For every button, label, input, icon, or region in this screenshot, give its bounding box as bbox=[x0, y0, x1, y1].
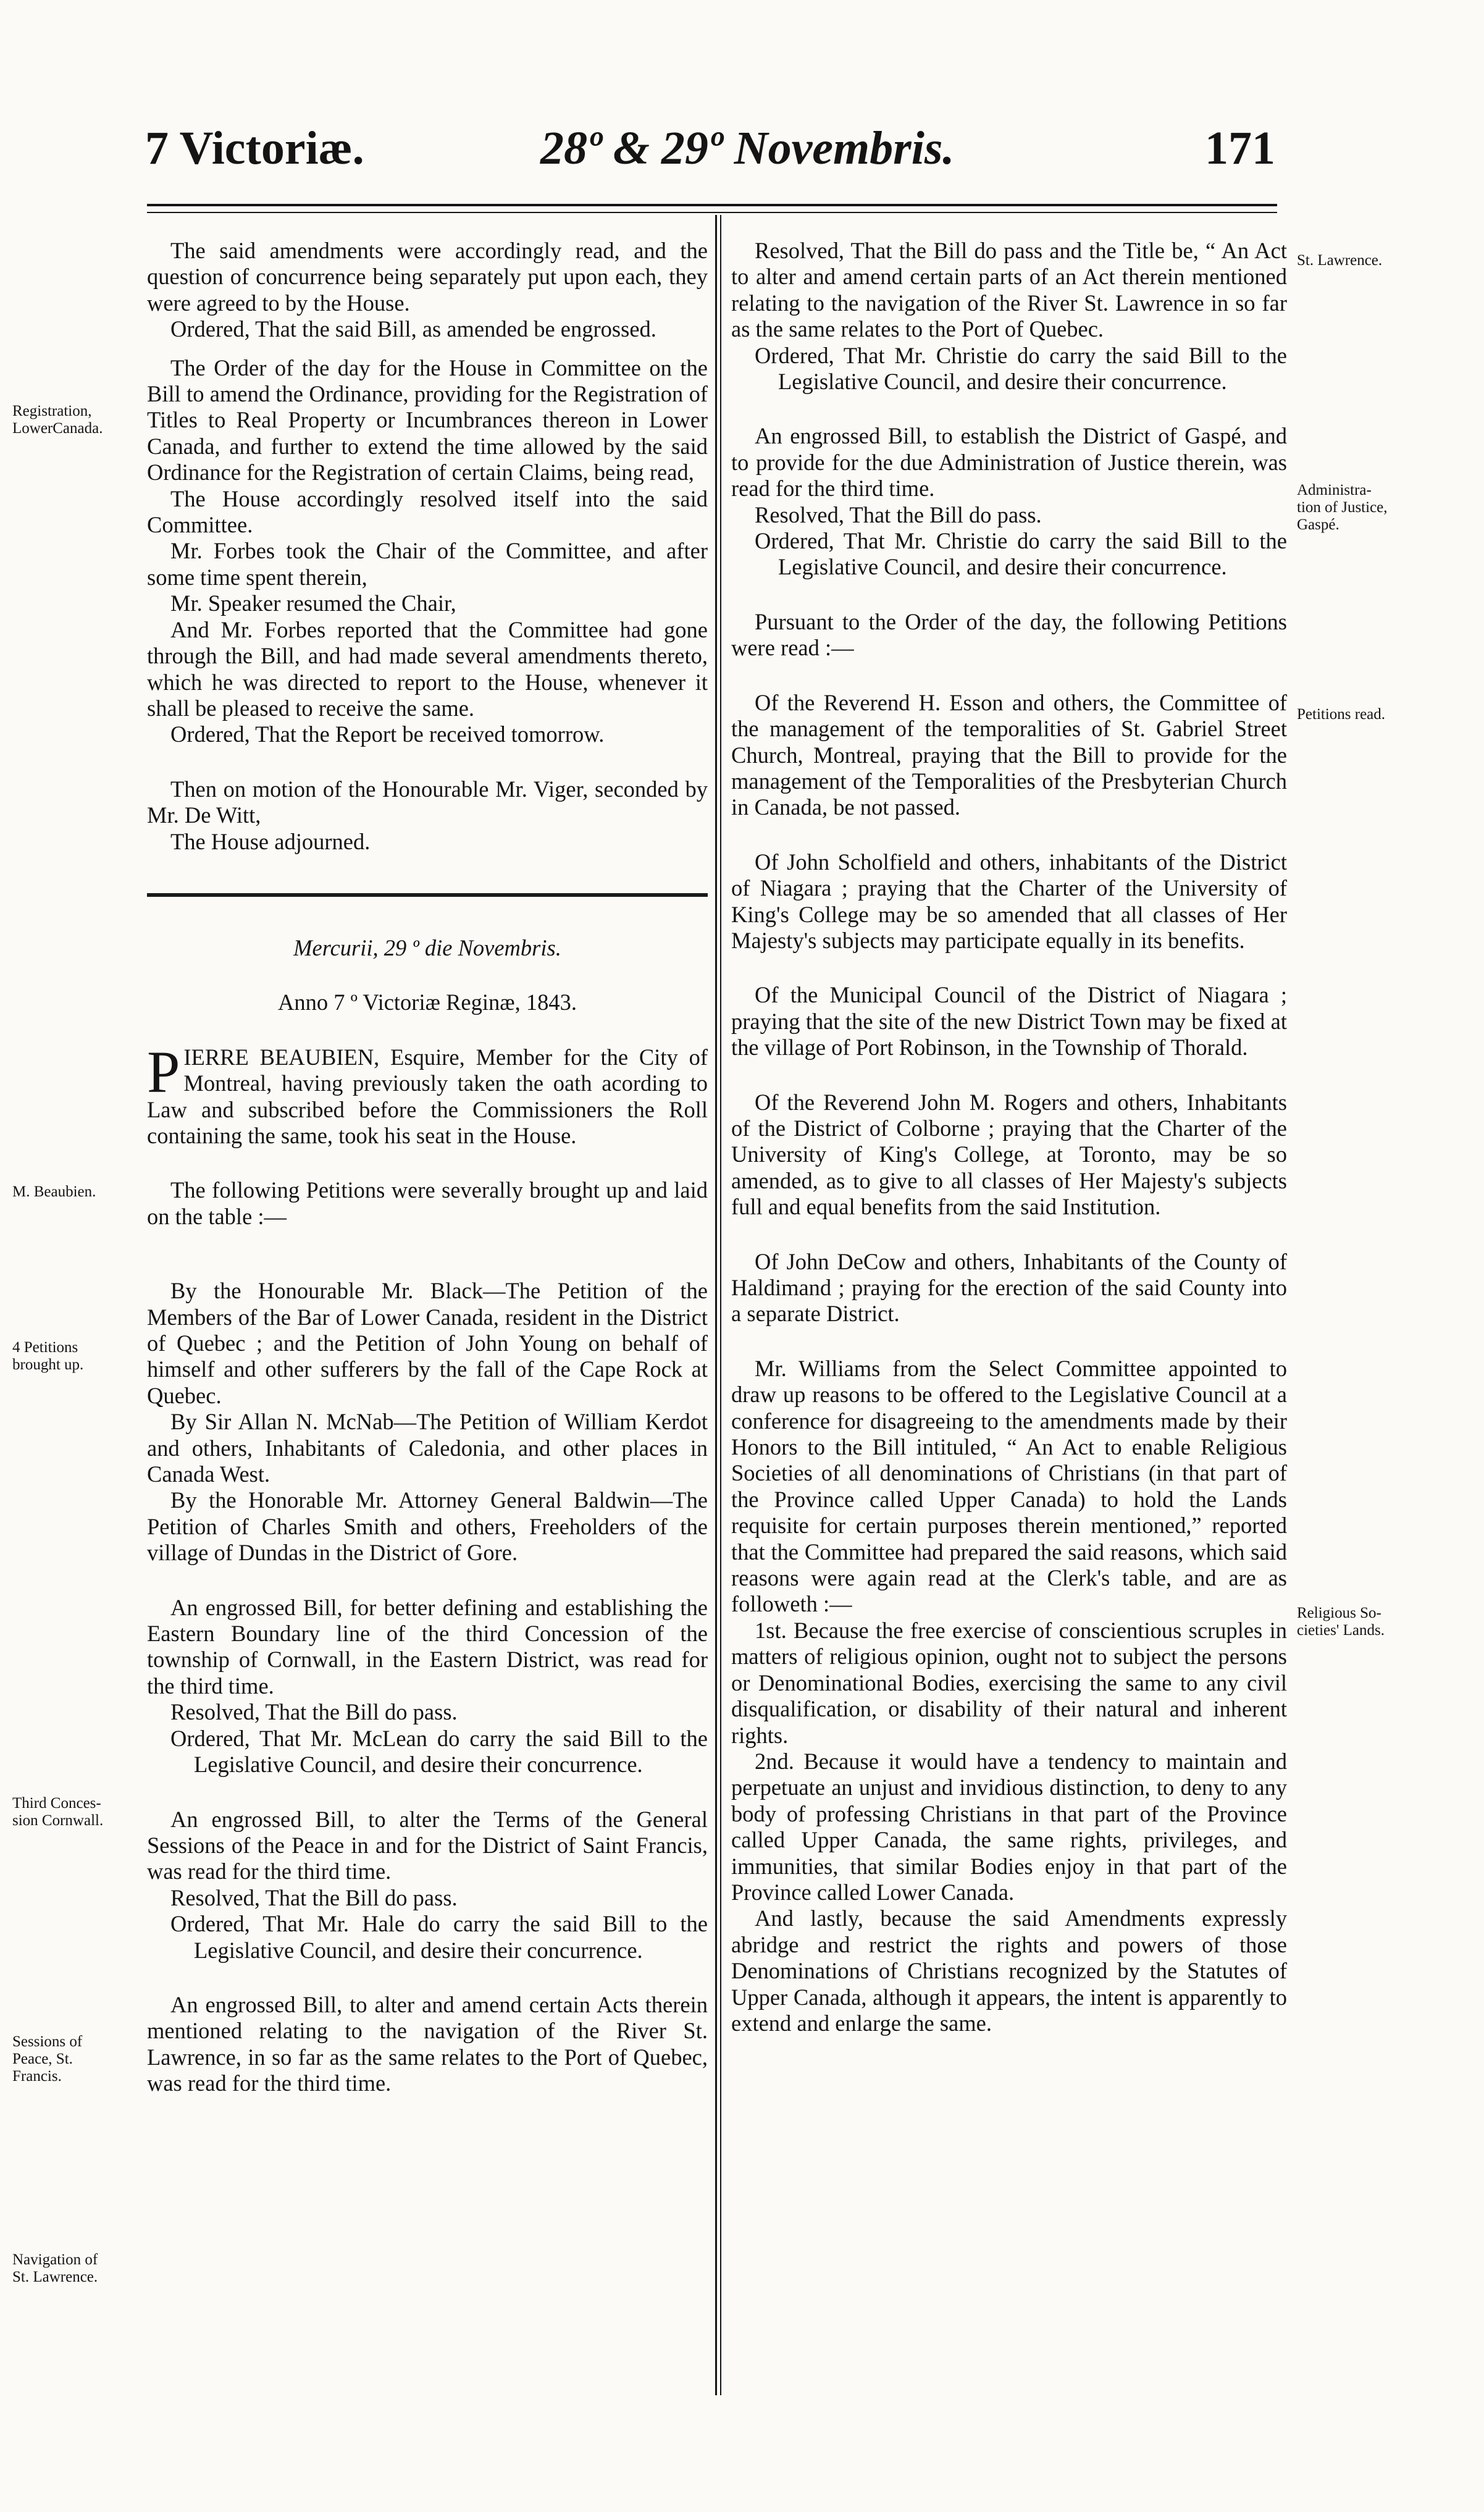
paragraph: Pursuant to the Order of the day, the following Petitions were read :— bbox=[731, 608, 1287, 661]
paragraph bbox=[147, 1038, 708, 1149]
header-date: 28º & 29º Novembris. bbox=[540, 122, 955, 174]
paragraph: The said amendments were accordingly read, and the question of concurrence being separately put upon each, they were agreed to by the House. bbox=[147, 238, 708, 316]
paragraph: The following Petitions were severally brought up and laid on the table :— bbox=[147, 1177, 708, 1229]
paragraph: Mr. Forbes took the Chair of the Committee, and after some time spent therein, bbox=[147, 538, 708, 590]
paragraph: Of the Reverend H. Esson and others, the Committee of the management of the temporalities of St. Gabriel Street Church, Montreal, praying that the Bill to provide for the management of the Temporalities of the Presbyterian Church in Canada, be not passed. bbox=[731, 689, 1287, 820]
paragraph: 2nd. Because it would have a tendency to maintain and perpetuate an unjust and invidious distinction, to deny to any body of professing Christians in that part of the Province called Upper Canada, the same rights, privileges, and immunities, that similar Bodies enjoy in that part of the Province called Lower Canada. bbox=[731, 1748, 1287, 1905]
paragraph: Of the Municipal Council of the District of Niagara ; praying that the site of the new District Town may be fixed at the village of Port Robinson, in the Township of Thorald. bbox=[731, 982, 1287, 1061]
margin-note-religious: Religious So- cieties' Lands. bbox=[1297, 1605, 1385, 1639]
paragraph: Of the Reverend John M. Rogers and others, Inhabitants of the District of Colborne ; praying that the Charter of the University of King's College, at Toronto, may be so amended, as to give to all classes of Her Majesty's subjects full and equal benefits from the said Institution. bbox=[731, 1089, 1287, 1220]
paragraph: An engrossed Bill, for better defining and establishing the Eastern Boundary line of the third Concession of the township of Cornwall, in the Eastern District, was read for the third time. bbox=[147, 1594, 708, 1699]
section-rule bbox=[147, 893, 708, 897]
margin-note-st-lawrence: St. Lawrence. bbox=[1297, 252, 1383, 269]
drop-cap: P bbox=[147, 1038, 180, 1105]
paragraph: An engrossed Bill, to alter and amend certain Acts therein mentioned relating to the navigation of the River St. Lawrence, in so far as the same relates to the Port of Quebec, was read for the third time. bbox=[147, 1991, 708, 2096]
margin-note-beaubien: M. Beaubien. bbox=[12, 1183, 96, 1200]
margin-note-sessions-peace: Sessions of Peace, St. Francis. bbox=[12, 2033, 83, 2085]
paragraph: An engrossed Bill, to establish the District of Gaspé, and to provide for the due Administration of Justice therein, was read for the third time. bbox=[731, 423, 1287, 502]
paragraph: The House adjourned. bbox=[170, 828, 371, 854]
paragraph: 1st. Because the free exercise of conscientious scruples in matters of religious opinion, ought not to subject the persons or Denominational Bodies, exercising the same to any civil disqualification, or disability of their natural and inherent rights. bbox=[731, 1617, 1287, 1748]
right-column bbox=[731, 238, 1287, 2036]
header-rule-bottom bbox=[147, 212, 1277, 213]
paragraph: Ordered, That Mr. McLean do carry the said Bill to the Legislative Council, and desire their concurrence. bbox=[170, 1725, 708, 1778]
paragraph: The Order of the day for the House in Committee on the Bill to amend the Ordinance, providing for the Registration of Titles to Real Property or Incumbrances thereon in Lower Canada, and further to extend the time allowed by the said Ordinance for the Registration of certain Claims, being read, bbox=[147, 355, 708, 485]
column-divider-left bbox=[715, 215, 717, 2395]
margin-note-registration: Registration, LowerCanada. bbox=[12, 403, 103, 437]
paragraph: The House accordingly resolved itself into the said Committee. bbox=[147, 485, 708, 538]
header-regnal-year: 7 Victoriæ. bbox=[145, 122, 364, 174]
paragraph-text: IERRE BEAUBIEN, Esquire, Member for the City of Montreal, having previously taken the oath acording to Law and subscribed before the Commissioners the Roll containing the same, took his seat in the House. bbox=[147, 1044, 708, 1148]
column-divider-right bbox=[720, 215, 721, 2395]
header-rule-top bbox=[147, 204, 1277, 206]
paragraph: Resolved, That the Bill do pass. bbox=[755, 502, 1042, 527]
paragraph: Ordered, That Mr. Christie do carry the said Bill to the Legislative Council, and desire their concurrence. bbox=[755, 342, 1287, 395]
paragraph: By Sir Allan N. McNab—The Petition of William Kerdot and others, Inhabitants of Caledonia, and other places in Canada West. bbox=[147, 1409, 708, 1487]
margin-note-third-concession: Third Conces- sion Cornwall. bbox=[12, 1795, 104, 1829]
margin-note-navigation: Navigation of St. Lawrence. bbox=[12, 2251, 98, 2285]
page-number: 171 bbox=[1205, 122, 1275, 174]
margin-note-administration: Administra- tion of Justice, Gaspé. bbox=[1297, 482, 1388, 533]
paragraph: And Mr. Forbes reported that the Committee had gone through the Bill, and had made several amendments thereto, which he was directed to report to the House, whenever it shall be pleased to receive the same. bbox=[147, 616, 708, 721]
anno-line: Anno 7 º Victoriæ Reginæ, 1843. bbox=[278, 989, 577, 1015]
paragraph: Of John Scholfield and others, inhabitants of the District of Niagara ; praying that the Charter of the University of King's College may be so amended that all classes of Her Majesty's subjects may participate equally in its benefits. bbox=[731, 849, 1287, 953]
paragraph: Ordered, That Mr. Hale do carry the said Bill to the Legislative Council, and desire their concurrence. bbox=[170, 1911, 708, 1963]
margin-note-petitions-read: Petitions read. bbox=[1297, 706, 1386, 723]
date-line: Mercurii, 29 º die Novembris. bbox=[293, 935, 561, 960]
paragraph: Resolved, That the Bill do pass and the Title be, “ An Act to alter and amend certain parts of an Act therein mentioned relating to the navigation of the River St. Lawrence in so far as the same relates to the Port of Quebec. bbox=[731, 238, 1287, 342]
paragraph: Resolved, That the Bill do pass. bbox=[170, 1699, 458, 1725]
paragraph: Then on motion of the Honourable Mr. Viger, seconded by Mr. De Witt, bbox=[147, 776, 708, 828]
paragraph: Resolved, That the Bill do pass. bbox=[170, 1884, 458, 1910]
paragraph: Mr. Speaker resumed the Chair, bbox=[170, 590, 456, 616]
margin-note-petitions-brought: 4 Petitions brought up. bbox=[12, 1339, 84, 1373]
paragraph: An engrossed Bill, to alter the Terms of the General Sessions of the Peace in and for the District of Saint Francis, was read for the third time. bbox=[147, 1806, 708, 1884]
paragraph: And lastly, because the said Amendments expressly abridge and restrict the rights and powers of those Denominations of Christians recognized by the Statutes of Upper Canada, although it appears, the intent is apparently to extend and enlarge the same. bbox=[731, 1905, 1287, 2036]
running-head bbox=[145, 117, 1275, 185]
paragraph: By the Honorable Mr. Attorney General Baldwin—The Petition of Charles Smith and others, Freeholders of the village of Dundas in the District of Gore. bbox=[147, 1487, 708, 1566]
paragraph: By the Honourable Mr. Black—The Petition of the Members of the Bar of Lower Canada, resident in the District of Quebec ; and the Petition of John Young on behalf of himself and other sufferers by the fall of the Cape Rock at Quebec. bbox=[147, 1278, 708, 1408]
paragraph: Ordered, That Mr. Christie do carry the said Bill to the Legislative Council, and desire their concurrence. bbox=[755, 528, 1287, 580]
paragraph: Of John DeCow and others, Inhabitants of the County of Haldimand ; praying for the erection of the said County into a separate District. bbox=[731, 1248, 1287, 1327]
left-column bbox=[147, 238, 708, 2097]
paragraph: Ordered, That the Report be received tomorrow. bbox=[170, 721, 605, 747]
paragraph: Ordered, That the said Bill, as amended be engrossed. bbox=[170, 316, 656, 342]
paragraph: Mr. Williams from the Select Committee appointed to draw up reasons to be offered to the Legislative Council at a conference for disagreeing to the amendments made by their Honors to the Bill intituled, “ An Act to enable Religious Societies of all denominations of Christians (in that part of the Province called Upper Canada) to hold the Lands requisite for certain purposes therein mentioned,” reported that the Committee had prepared the said reasons, which said reasons were again read at the Clerk's table, and are as followeth :— bbox=[731, 1355, 1287, 1617]
